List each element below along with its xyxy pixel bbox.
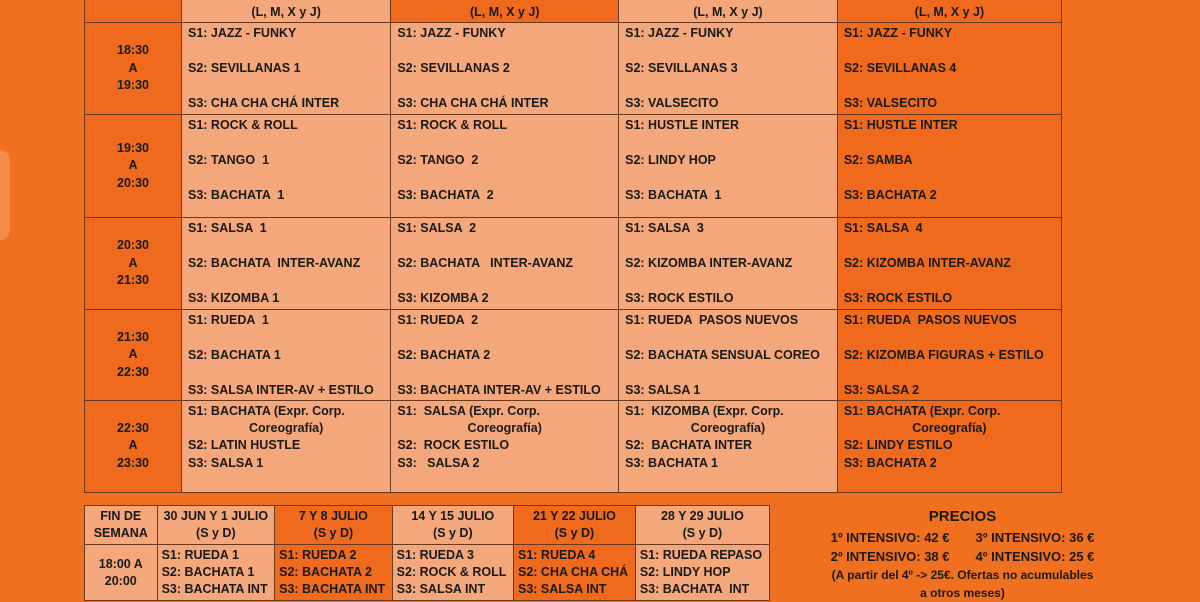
weekend-days: (S y D) xyxy=(313,526,354,540)
time-line: 18:30 xyxy=(117,43,149,58)
price-item: 4º INTENSIVO: 25 € xyxy=(975,549,1095,564)
weekday-schedule-table xyxy=(84,0,1062,493)
time-line: A xyxy=(128,60,138,75)
class-line: S1: RUEDA 1 xyxy=(188,313,269,327)
class-cell xyxy=(182,400,391,492)
class-cell xyxy=(182,115,391,218)
class-line: S1: RUEDA 2 xyxy=(397,313,479,327)
weekend-header-row xyxy=(85,506,770,545)
class-cell xyxy=(619,23,838,115)
time-line: 23:30 xyxy=(117,455,149,470)
time-line: 21:30 xyxy=(117,329,149,344)
class-cell xyxy=(837,23,1061,115)
class-line: S2: ROCK ESTILO xyxy=(397,438,510,452)
weekend-class-line: S3: BACHATA INT xyxy=(161,582,268,596)
class-line: S1: BACHATA (Expr. Corp. xyxy=(188,403,345,418)
class-subline: Coreografía) xyxy=(690,421,766,435)
class-line: S3: BACHATA 2 xyxy=(843,188,937,202)
class-line: S3: BACHATA INTER-AV + ESTILO xyxy=(397,383,601,397)
time-line: A xyxy=(128,438,138,453)
prices-panel xyxy=(800,508,1125,602)
time-slot xyxy=(85,310,182,401)
time-line: 21:30 xyxy=(117,273,149,288)
weekend-class-line: S2: BACHATA 1 xyxy=(161,565,255,579)
prices-title: PRECIOS xyxy=(928,508,997,525)
class-line: S1: BACHATA (Expr. Corp. xyxy=(843,403,1001,418)
weekend-date-3 xyxy=(392,506,513,545)
header-day-2: (L, M, X y J) xyxy=(391,0,619,23)
class-line: S1: HUSTLE INTER xyxy=(625,118,740,132)
schedule-row xyxy=(85,218,1062,310)
class-line: S3: SALSA INTER-AV + ESTILO xyxy=(188,383,374,397)
weekend-class-line: S2: BACHATA 2 xyxy=(279,565,372,579)
class-line: S3: CHA CHA CHÁ INTER xyxy=(188,96,340,110)
class-cell xyxy=(182,218,391,310)
class-line: S2: SEVILLANAS 3 xyxy=(625,61,738,75)
class-line: S1: SALSA 3 xyxy=(625,221,704,235)
weekend-class-cell xyxy=(514,545,636,601)
class-line: S2: KIZOMBA FIGURAS + ESTILO xyxy=(843,348,1044,362)
schedule-row xyxy=(85,400,1062,492)
class-line: S1: SALSA (Expr. Corp. xyxy=(397,403,540,418)
class-line: S2: LINDY HOP xyxy=(625,153,716,167)
background-shade xyxy=(0,150,10,240)
time-line: A xyxy=(128,347,138,361)
class-line: S3: BACHATA 1 xyxy=(188,188,285,202)
weekend-date: 7 Y 8 JULIO xyxy=(298,509,368,523)
class-line: S2: LATIN HUSTLE xyxy=(188,438,301,452)
time-slot xyxy=(85,400,182,492)
class-line: S3: SALSA 1 xyxy=(625,383,701,397)
class-line: S2: BACHATA 2 xyxy=(397,348,491,362)
class-line: S3: KIZOMBA 2 xyxy=(397,291,489,305)
weekend-days: (S y D) xyxy=(196,526,236,540)
weekend-class-line: S3: SALSA INT xyxy=(518,582,607,596)
class-line: S2: BACHATA SENSUAL COREO xyxy=(625,348,820,362)
class-cell xyxy=(391,400,619,492)
class-line: S2: TANGO 2 xyxy=(397,153,479,167)
time-line: 20:30 xyxy=(117,175,149,190)
class-cell xyxy=(619,310,838,401)
weekend-class-cell xyxy=(392,545,513,601)
class-line: S2: SAMBA xyxy=(843,153,913,167)
class-line: S3: SALSA 2 xyxy=(843,383,920,397)
class-cell xyxy=(391,218,619,310)
class-line: S1: RUEDA PASOS NUEVOS xyxy=(625,313,799,327)
weekend-date-2 xyxy=(275,506,393,545)
class-line: S1: RUEDA PASOS NUEVOS xyxy=(843,313,1017,327)
schedule-row xyxy=(85,115,1062,218)
class-line: S1: SALSA 2 xyxy=(397,221,477,235)
weekend-date-4 xyxy=(514,506,636,545)
weekend-date-1 xyxy=(157,506,275,545)
header-day-3: (L, M, X y J) xyxy=(619,0,838,23)
class-line: S2: TANGO 1 xyxy=(188,153,270,167)
weekend-days: (S y D) xyxy=(682,526,723,540)
price-item: 3º INTENSIVO: 36 € xyxy=(975,530,1095,545)
time-line: 19:30 xyxy=(117,140,149,155)
class-line: S3: CHA CHA CHÁ INTER xyxy=(397,96,549,110)
class-cell xyxy=(837,310,1061,401)
prices-row xyxy=(800,528,1125,547)
weekend-class-line: S1: RUEDA 2 xyxy=(279,548,357,562)
class-subline: Coreografía) xyxy=(248,421,324,435)
class-line: S3: SALSA 2 xyxy=(397,455,480,470)
class-line: S3: ROCK ESTILO xyxy=(843,291,953,305)
header-day-1: (L, M, X y J) xyxy=(182,0,391,23)
time-line: 20:30 xyxy=(117,238,149,253)
weekend-label xyxy=(85,506,158,545)
class-line: S2: SEVILLANAS 2 xyxy=(397,61,510,75)
class-line: S2: SEVILLANAS 4 xyxy=(843,61,957,75)
class-subline: Coreografía) xyxy=(912,421,987,435)
weekend-days: (S y D) xyxy=(433,526,473,540)
schedule-row xyxy=(85,23,1062,115)
weekend-class-line: S1: RUEDA 3 xyxy=(396,548,474,562)
class-line: S1: JAZZ - FUNKY xyxy=(625,26,734,40)
header-row xyxy=(85,0,1062,23)
class-line: S1: JAZZ - FUNKY xyxy=(188,26,297,40)
class-line: S3: SALSA 1 xyxy=(188,455,264,470)
time-line: A xyxy=(128,255,138,270)
class-cell xyxy=(391,115,619,218)
prices-note: a otros meses) xyxy=(920,586,1005,600)
class-line: S3: VALSECITO xyxy=(625,96,719,110)
class-line: S3: ROCK ESTILO xyxy=(625,291,734,305)
weekend-class-line: S2: CHA CHA CHÁ xyxy=(518,565,629,579)
weekend-class-line: S1: RUEDA 1 xyxy=(161,548,239,562)
class-line: S1: JAZZ - FUNKY xyxy=(397,26,506,40)
weekend-date: 21 Y 22 JULIO xyxy=(532,509,616,523)
weekend-class-cell xyxy=(635,545,769,601)
class-line: S2: SEVILLANAS 1 xyxy=(188,61,301,75)
weekend-date-5 xyxy=(635,506,769,545)
class-line: S3: BACHATA 1 xyxy=(625,455,718,470)
class-cell xyxy=(619,400,838,492)
price-item: 2º INTENSIVO: 38 € xyxy=(830,549,950,564)
class-line: S3: BACHATA 1 xyxy=(625,188,722,202)
class-line: S2: KIZOMBA INTER-AVANZ xyxy=(843,256,1011,270)
class-cell xyxy=(837,115,1061,218)
weekend-row xyxy=(85,545,770,601)
price-item: 1º INTENSIVO: 42 € xyxy=(830,530,950,545)
class-cell xyxy=(837,218,1061,310)
class-line: S3: BACHATA 2 xyxy=(843,455,937,470)
schedule-row xyxy=(85,310,1062,401)
class-line: S1: HUSTLE INTER xyxy=(843,118,958,132)
time-line: 20:00 xyxy=(104,573,137,588)
time-line: 19:30 xyxy=(117,78,149,93)
weekend-date: 30 JUN Y 1 JULIO xyxy=(163,509,269,523)
weekend-date: 14 Y 15 JULIO xyxy=(411,509,495,523)
class-line: S2: LINDY ESTILO xyxy=(843,438,953,452)
weekend-class-cell xyxy=(157,545,275,601)
weekend-label-line: FIN DE xyxy=(100,509,142,523)
class-cell xyxy=(837,400,1061,492)
class-line: S2: BACHATA INTER xyxy=(625,438,752,452)
class-cell xyxy=(182,310,391,401)
class-line: S1: SALSA 4 xyxy=(843,221,923,235)
prices-row xyxy=(800,547,1125,566)
time-line: 18:00 A xyxy=(98,556,143,571)
weekend-class-cell xyxy=(275,545,393,601)
weekend-days: (S y D) xyxy=(554,526,595,540)
weekend-schedule-table xyxy=(84,505,770,601)
class-line: S1: ROCK & ROLL xyxy=(188,118,298,132)
class-line: S1: KIZOMBA (Expr. Corp. xyxy=(625,403,784,418)
weekend-class-line: S2: ROCK & ROLL xyxy=(396,565,507,579)
time-line: A xyxy=(128,158,138,173)
class-subline: Coreografía) xyxy=(467,421,542,435)
class-line: S2: KIZOMBA INTER-AVANZ xyxy=(625,256,793,270)
weekend-class-line: S3: BACHATA INT xyxy=(639,582,750,596)
weekend-date: 28 Y 29 JULIO xyxy=(660,509,744,523)
weekend-label-line: SEMANA xyxy=(93,526,148,540)
weekend-class-line: S3: BACHATA INT xyxy=(279,582,386,596)
class-line: S1: JAZZ - FUNKY xyxy=(843,26,953,40)
header-corner xyxy=(85,0,182,23)
weekend-time-slot xyxy=(85,545,158,601)
weekend-class-line: S1: RUEDA REPASO xyxy=(639,548,763,562)
class-line: S2: BACHATA 1 xyxy=(188,348,281,362)
weekend-class-line: S1: RUEDA 4 xyxy=(518,548,596,562)
prices-note: (A partir del 4º -> 25€. Ofertas no acumulables xyxy=(831,568,1094,582)
class-line: S2: BACHATA INTER-AVANZ xyxy=(397,256,573,270)
class-line: S2: BACHATA INTER-AVANZ xyxy=(188,256,361,270)
class-cell xyxy=(619,218,838,310)
class-line: S1: SALSA 1 xyxy=(188,221,267,235)
time-slot xyxy=(85,115,182,218)
time-line: 22:30 xyxy=(117,364,149,379)
header-day-4: (L, M, X y J) xyxy=(837,0,1061,23)
class-cell xyxy=(619,115,838,218)
class-line: S3: VALSECITO xyxy=(843,96,938,110)
class-cell xyxy=(182,23,391,115)
time-slot xyxy=(85,23,182,115)
weekend-class-line: S2: LINDY HOP xyxy=(639,565,731,579)
class-line: S3: KIZOMBA 1 xyxy=(188,291,280,305)
time-line: 22:30 xyxy=(117,420,149,435)
class-line: S1: ROCK & ROLL xyxy=(397,118,508,132)
weekend-class-line: S3: SALSA INT xyxy=(396,582,486,596)
class-cell xyxy=(391,310,619,401)
time-slot xyxy=(85,218,182,310)
class-line: S3: BACHATA 2 xyxy=(397,188,494,202)
class-cell xyxy=(391,23,619,115)
